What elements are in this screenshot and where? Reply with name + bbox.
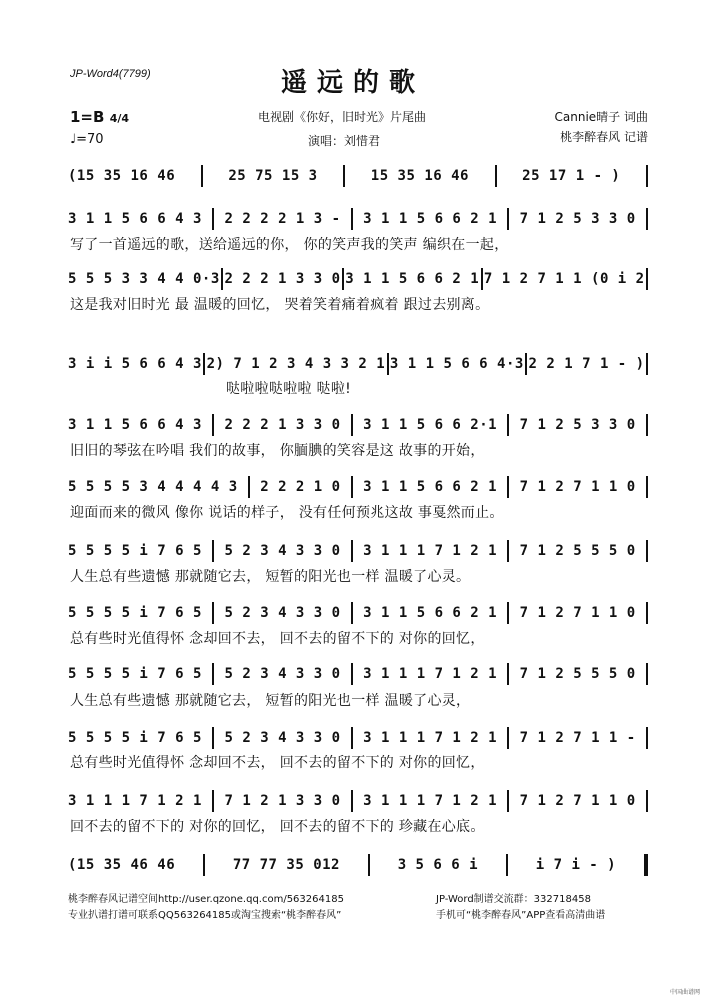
measure: 3 1 1 5 6 6 4·3 [389, 356, 524, 372]
measure: 3 1 1 5 6 6 2 1 [363, 605, 498, 621]
measure: 3 1 1 1 7 1 2 1 [363, 543, 498, 559]
barline [212, 414, 214, 436]
tempo-marking: ♩=70 [70, 132, 104, 147]
barline [351, 727, 353, 749]
song-title: 遥远的歌 [280, 68, 425, 98]
barline [351, 414, 353, 436]
measure: 7 1 2 7 1 1 0 [519, 793, 636, 809]
lyricist-composer: Cannie晴子 词曲 [554, 110, 648, 124]
key-signature [70, 108, 129, 126]
measure: 15 35 16 46 [370, 168, 469, 184]
measure: 77 77 35 012 [232, 857, 340, 873]
measure: 2 2 2 1 3 3 0 [224, 271, 341, 287]
notation-line-8 [68, 602, 648, 624]
barline [646, 790, 648, 812]
barline [201, 165, 203, 187]
lyric-line-9: 人生总有些遗憾 那就随它去， 短暂的阳光也一样 温暖了心灵， [70, 693, 471, 709]
measure: 5 5 5 5 i 7 6 5 [68, 666, 202, 682]
measure: 3 1 1 5 6 6 2·1 [363, 417, 498, 433]
time-signature: 4/4 [109, 112, 130, 125]
notation-line-10 [68, 727, 648, 749]
lyric-line-8: 总有些时光值得怀 念却回不去， 回不去的留不下的 对你的回忆， [70, 631, 485, 647]
software-label: JP-Word4(7799) [70, 68, 151, 80]
measure: 3 i i 5 6 6 4 3 [68, 356, 202, 372]
barline [343, 165, 345, 187]
notation-line-12 [68, 854, 648, 876]
footer-left-2: 专业扒谱打谱可联系QQ563264185或淘宝搜索“桃李醉春风” [68, 910, 342, 921]
subtitle: 电视剧《你好，旧时光》片尾曲 [258, 110, 427, 124]
measure: (15 35 16 46 [68, 168, 176, 184]
measure: i 7 i - ) [535, 857, 617, 873]
barline [507, 790, 509, 812]
measure: 5 2 3 4 3 3 0 [224, 543, 341, 559]
measure: 5 2 3 4 3 3 0 [224, 666, 341, 682]
lyric-line-7: 人生总有些遗憾 那就随它去， 短暂的阳光也一样 温暖了心灵。 [70, 569, 471, 585]
measure: 2 2 2 2 1 3 - [224, 211, 341, 227]
measure: 3 5 6 6 i [397, 857, 479, 873]
lyric-line-4: 哒啦啦哒啦啦 哒啦! [226, 381, 352, 397]
barline [507, 208, 509, 230]
measure: 2) 7 1 2 3 4 3 3 2 1 [206, 356, 386, 372]
barline [387, 353, 389, 375]
measure: 5 5 5 5 i 7 6 5 [68, 605, 202, 621]
barline [351, 208, 353, 230]
measure: 3 1 1 1 7 1 2 1 [363, 666, 498, 682]
lyric-line-5: 旧旧的琴弦在吟唱 我们的故事， 你腼腆的笑容是这 故事的开始， [70, 443, 485, 459]
measure: 7 1 2 5 3 3 0 [519, 211, 636, 227]
barline [507, 602, 509, 624]
measure: 3 1 1 5 6 6 4 3 [68, 211, 202, 227]
measure: 25 75 15 3 [228, 168, 318, 184]
barline [212, 208, 214, 230]
lyric-line-11: 回不去的留不下的 对你的回忆， 回不去的留不下的 珍藏在心底。 [70, 819, 485, 835]
measure: 5 2 3 4 3 3 0 [224, 605, 341, 621]
barline [495, 165, 497, 187]
barline [203, 854, 205, 876]
barline [203, 353, 205, 375]
notation-line-6 [68, 476, 648, 498]
barline [351, 663, 353, 685]
measure: 3 1 1 5 6 6 2 1 [345, 271, 480, 287]
lyric-line-3: 这是我对旧时光 最 温暖的回忆， 哭着笑着痛着疯着 跟过去别离。 [70, 297, 490, 313]
barline [351, 540, 353, 562]
barline [351, 790, 353, 812]
barline [646, 602, 648, 624]
barline [507, 727, 509, 749]
notation-line-7 [68, 540, 648, 562]
notation-line-9 [68, 663, 648, 685]
notation-line-5 [68, 414, 648, 436]
barline [507, 414, 509, 436]
measure: 3 1 1 1 7 1 2 1 [68, 793, 202, 809]
barline [646, 540, 648, 562]
measure: 5 5 5 5 3 4 4 4 4 3 [68, 479, 238, 495]
measure: 3 1 1 5 6 6 4 3 [68, 417, 202, 433]
barline [506, 854, 508, 876]
measure: 5 5 5 5 i 7 6 5 [68, 543, 202, 559]
measure: 3 1 1 1 7 1 2 1 [363, 730, 498, 746]
notation-line-4 [68, 353, 648, 375]
measure: 7 1 2 5 3 3 0 [519, 417, 636, 433]
barline [507, 540, 509, 562]
barline [212, 727, 214, 749]
measure: 7 1 2 7 1 1 0 [519, 479, 636, 495]
measure: 7 1 2 5 5 5 0 [519, 543, 636, 559]
barline [248, 476, 250, 498]
lyric-line-10: 总有些时光值得怀 念却回不去， 回不去的留不下的 对你的回忆， [70, 755, 485, 771]
measure: 7 1 2 7 1 1 - [519, 730, 636, 746]
barline [212, 663, 214, 685]
barline [646, 663, 648, 685]
watermark-corner: 中国曲谱网 [669, 989, 700, 996]
final-barline [644, 854, 648, 876]
barline [221, 268, 223, 290]
barline [481, 268, 483, 290]
notation-line-1 [68, 165, 648, 187]
barline [646, 268, 648, 290]
measure: 2 2 2 1 0 [260, 479, 341, 495]
barline [646, 727, 648, 749]
barline [646, 165, 648, 187]
barline [525, 353, 527, 375]
barline [646, 353, 648, 375]
barline [351, 476, 353, 498]
barline [342, 268, 344, 290]
barline [351, 602, 353, 624]
barline [507, 476, 509, 498]
footer-right-1: JP-Word制谱交流群：332718458 [436, 894, 591, 905]
measure: 7 1 2 5 5 5 0 [519, 666, 636, 682]
barline [212, 790, 214, 812]
barline [646, 476, 648, 498]
measure: 3 1 1 1 7 1 2 1 [363, 793, 498, 809]
measure: 7 1 2 7 1 1 (0 i 2 [483, 271, 645, 287]
transcriber: 桃李醉春风 记谱 [560, 130, 648, 144]
barline [368, 854, 370, 876]
barline [646, 414, 648, 436]
measure: 3 1 1 5 6 6 2 1 [363, 479, 498, 495]
measure: 7 1 2 1 3 3 0 [224, 793, 341, 809]
measure: 5 5 5 5 i 7 6 5 [68, 730, 202, 746]
notation-line-11 [68, 790, 648, 812]
measure: 2 2 2 1 3 3 0 [224, 417, 341, 433]
lyric-line-2: 写了一首遥远的歌，送给遥远的你， 你的笑声我的笑声 编织在一起， [70, 237, 509, 253]
singer: 演唱：刘惜君 [308, 134, 381, 148]
measure: 2 2 1 7 1 - ) [528, 356, 645, 372]
measure: 5 2 3 4 3 3 0 [224, 730, 341, 746]
notation-line-2 [68, 208, 648, 230]
barline [212, 540, 214, 562]
footer-right-2: 手机可“桃李醉春风”APP查看高清曲谱 [436, 910, 606, 921]
measure: 3 1 1 5 6 6 2 1 [363, 211, 498, 227]
measure: 5 5 5 3 3 4 4 0·3 [68, 271, 220, 287]
footer-left-1: 桃李醉春风记谱空间http://user.qzone.qq.com/563264185 [68, 894, 344, 905]
barline [646, 208, 648, 230]
notation-line-3 [68, 268, 648, 290]
barline [212, 602, 214, 624]
barline [507, 663, 509, 685]
measure: 7 1 2 7 1 1 0 [519, 605, 636, 621]
lyric-line-6: 迎面而来的微风 像你 说话的样子， 没有任何预兆这故 事戛然而止。 [70, 505, 504, 521]
key-label: 1=B [70, 108, 105, 126]
measure: 25 17 1 - ) [522, 168, 621, 184]
measure: (15 35 46 46 [68, 857, 176, 873]
